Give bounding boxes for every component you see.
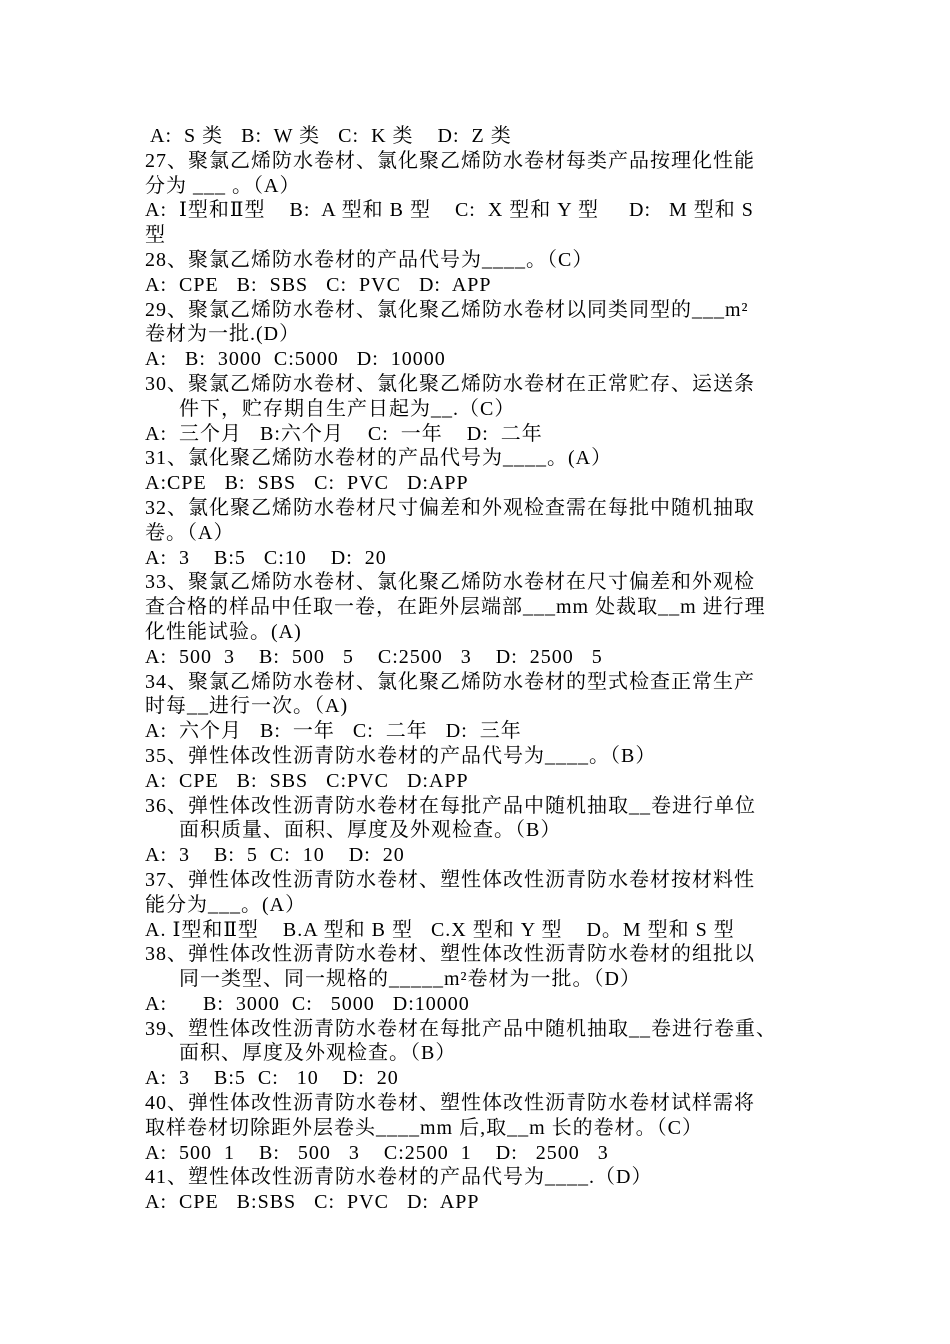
answer-options: A: 三个月 B:六个月 C: 一年 D: 二年 — [145, 422, 543, 445]
answer-options: A: 3 B:5 C: 10 D: 20 — [145, 1067, 399, 1090]
answer-options: A: 500 3 B: 500 5 C:2500 3 D: 2500 5 — [145, 645, 603, 668]
question-39-cont: 面积、厚度及外观检查。（B） — [179, 1042, 457, 1065]
question-40-cont: 取样卷材切除距外层卷头____mm 后,取__m 长的卷材。（C） — [145, 1116, 704, 1139]
question-30: 30、聚氯乙烯防水卷材、氯化聚乙烯防水卷材在正常贮存、运送条 — [145, 372, 755, 395]
answer-options: A. Ⅰ型和Ⅱ型 B.A 型和 B 型 C.X 型和 Y 型 D。M 型和 S 型 — [145, 918, 735, 941]
question-36-cont: 面积质量、面积、厚度及外观检查。（B） — [179, 819, 562, 842]
question-34-cont: 时每__进行一次。（A) — [145, 695, 349, 718]
question-27-cont: 分为 ___ 。（A） — [145, 174, 301, 197]
answer-options: A: CPE B: SBS C:PVC D:APP — [145, 769, 469, 792]
question-41: 41、塑性体改性沥青防水卷材的产品代号为____.（D） — [145, 1166, 653, 1189]
answer-options: A: B: 3000 C: 5000 D:10000 — [145, 992, 470, 1015]
question-37-cont: 能分为___。(A） — [145, 893, 307, 916]
question-29-cont: 卷材为一批.(D） — [145, 323, 301, 346]
question-29: 29、聚氯乙烯防水卷材、氯化聚乙烯防水卷材以同类同型的___m² — [145, 298, 749, 321]
question-31: 31、氯化聚乙烯防水卷材的产品代号为____。(A） — [145, 447, 613, 470]
answer-options: A: B: 3000 C:5000 D: 10000 — [145, 348, 446, 371]
question-37: 37、弹性体改性沥青防水卷材、塑性体改性沥青防水卷材按材料性 — [145, 868, 755, 891]
question-32: 32、氯化聚乙烯防水卷材尺寸偏差和外观检查需在每批中随机抽取 — [145, 496, 755, 519]
question-30-cont: 件下，贮存期自生产日起为__.（C） — [179, 397, 516, 420]
answer-options: A: S 类 B: W 类 C: K 类 D: Z 类 — [150, 125, 512, 147]
answer-options-cont: 型 — [145, 224, 166, 247]
question-36: 36、弹性体改性沥青防水卷材在每批产品中随机抽取__卷进行单位 — [145, 794, 756, 817]
answer-options: A:CPE B: SBS C: PVC D:APP — [145, 472, 469, 495]
answer-options: A: 500 1 B: 500 3 C:2500 1 D: 2500 3 — [145, 1141, 609, 1164]
question-39: 39、塑性体改性沥青防水卷材在每批产品中随机抽取__卷进行卷重、 — [145, 1017, 777, 1040]
answer-options: A: CPE B: SBS C: PVC D: APP — [145, 273, 492, 296]
question-27: 27、聚氯乙烯防水卷材、氯化聚乙烯防水卷材每类产品按理化性能 — [145, 149, 755, 172]
question-32-cont: 卷。（A） — [145, 521, 235, 544]
question-33: 33、聚氯乙烯防水卷材、氯化聚乙烯防水卷材在尺寸偏差和外观检 — [145, 571, 755, 594]
answer-options: A: Ⅰ型和Ⅱ型 B: A 型和 B 型 C: X 型和 Y 型 D: M 型和 S — [145, 199, 754, 222]
question-34: 34、聚氯乙烯防水卷材、氯化聚乙烯防水卷材的型式检查正常生产 — [145, 670, 755, 693]
question-33-cont: 化性能试验。(A) — [145, 620, 302, 643]
question-38: 38、弹性体改性沥青防水卷材、塑性体改性沥青防水卷材的组批以 — [145, 943, 755, 966]
question-35: 35、弹性体改性沥青防水卷材的产品代号为____。（B） — [145, 744, 657, 767]
answer-options: A: 六个月 B: 一年 C: 二年 D: 三年 — [145, 720, 522, 743]
document-page — [145, 124, 835, 1215]
question-33-cont: 查合格的样品中任取一卷，在距外层端部___mm 处裁取__m 进行理 — [145, 596, 766, 619]
question-40: 40、弹性体改性沥青防水卷材、塑性体改性沥青防水卷材试样需将 — [145, 1092, 755, 1115]
answer-options: A: 3 B:5 C:10 D: 20 — [145, 546, 387, 569]
question-38-cont: 同一类型、同一规格的_____m²卷材为一批。（D） — [179, 968, 641, 991]
answer-options: A: 3 B: 5 C: 10 D: 20 — [145, 844, 405, 867]
question-28: 28、聚氯乙烯防水卷材的产品代号为____。（C） — [145, 248, 594, 271]
answer-options: A: CPE B:SBS C: PVC D: APP — [145, 1191, 480, 1214]
